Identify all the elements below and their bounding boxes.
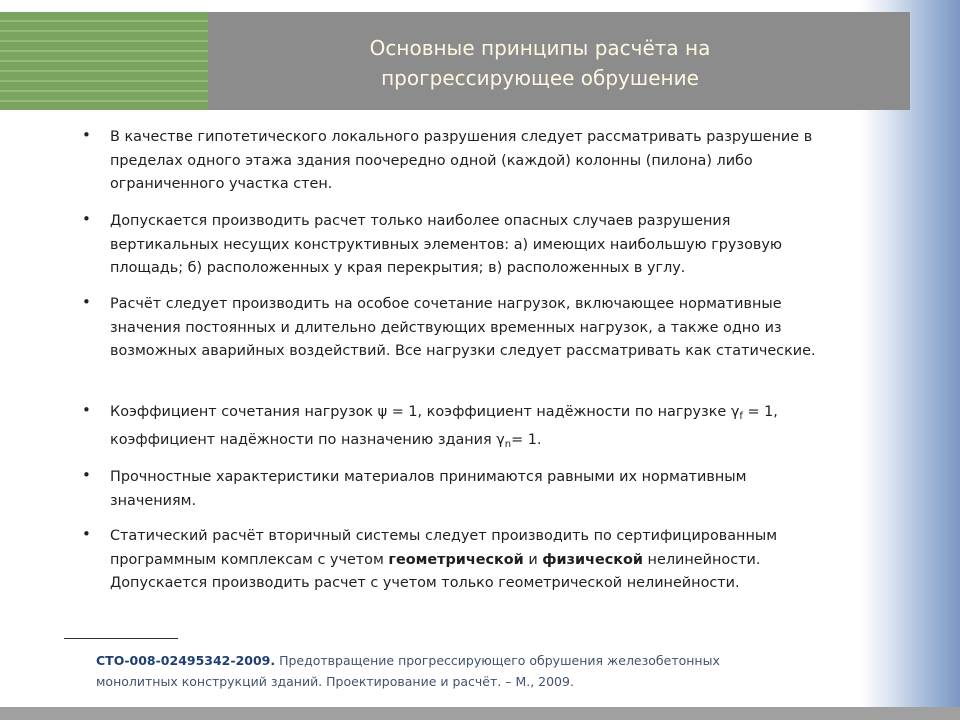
bullet-icon: •: [82, 525, 91, 543]
bullet-icon: •: [82, 466, 91, 484]
title-line-2: прогрессирующее обрушение: [381, 66, 699, 90]
bullet-text-part: и: [523, 551, 543, 568]
bullet-text-part: нелинейности. Допускается производить расчет с учетом только геометрической нелинейности.: [110, 551, 761, 591]
slide-title: [290, 33, 790, 93]
subscript-f: f: [739, 411, 743, 422]
footnote-divider: [64, 638, 178, 639]
footnote: [96, 650, 796, 692]
bottom-bar: [0, 707, 960, 720]
bullet-icon: •: [82, 293, 91, 311]
bullet-text-part: = 1.: [511, 431, 542, 448]
bullet-text: Допускается производить расчет только наиболее опасных случаев разрушения вертикальных несущих конструктивных элементов: а) имеющих наибольшую грузовую площадь; б) расположенных у края перекрытия; в) расположенных в углу.: [110, 213, 782, 276]
title-line-1: Основные принципы расчёта на: [369, 36, 711, 60]
bullet-text: В качестве гипотетического локального разрушения следует рассматривать разрушение в пределах одного этажа здания поочередно одной (каждой) колонны (пилона) либо ограниченного участка стен.: [110, 129, 813, 192]
footnote-reference: СТО-008-02495342-2009.: [96, 653, 276, 668]
bullet-text-part: Коэффициент сочетания нагрузок ψ = 1, коэффициент надёжности по нагрузке γ: [110, 404, 740, 420]
bold-term-physical: физической: [542, 551, 643, 568]
bullet-icon: •: [82, 401, 91, 419]
bullet-text: [110, 525, 830, 596]
subscript-n: n: [504, 438, 512, 450]
bullet-text-part: = 1, коэффициент надёжности по назначению здания γ: [110, 404, 778, 448]
bullet-icon: •: [82, 126, 91, 144]
green-striped-block: [0, 12, 208, 110]
bullet-icon: •: [82, 210, 91, 228]
bullet-text: Расчёт следует производить на особое сочетание нагрузок, включающее нормативные значения постоянных и длительно действующих временных нагрузок, а также одно из возможных аварийных воздействий. Все нагрузки следует рассматривать как статические.: [110, 296, 816, 359]
bullet-text: [110, 401, 830, 456]
bullet-text: Прочностные характеристики материалов принимаются равными их нормативным значениям.: [110, 469, 747, 509]
bold-term-geometric: геометрической: [388, 551, 524, 568]
footnote-text: Предотвращение прогрессирующего обрушения железобетонных монолитных конструкций зданий. Проектирование и расчёт. – М., 2009.: [96, 653, 720, 689]
bullet-text-part: Статический расчёт вторичный системы следует производить по сертифицированным программным комплексам с учетом: [110, 528, 778, 568]
